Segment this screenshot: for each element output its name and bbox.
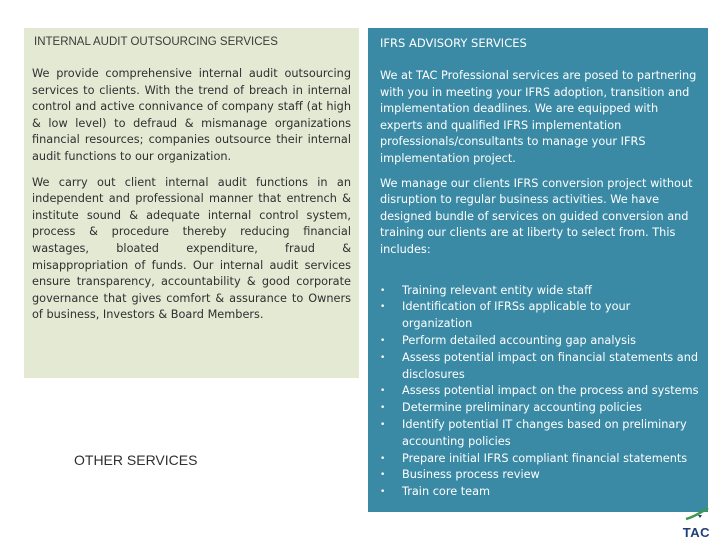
list-item: • Perform detailed accounting gap analysis [378,333,700,350]
ifrs-services-list [378,283,700,501]
list-item: • Identification of IFRSs applicable to your organization [378,299,700,333]
other-services-heading: OTHER SERVICES [74,452,198,468]
internal-audit-paragraph-2: We carry out client internal audit functions in an independent and professional manner that entrench & institute sound & adequate internal control system, process & procedure thereby reducing financial wastages, bloated expenditure, fraud & misappropriation of funds. Our internal audit services ensure transparency, accountability & good corporate governance that gives comfort & assurance to Owners of business, Investors & Board Members. [32,175,351,322]
ifrs-paragraph-1: We at TAC Professional services are posed to partnering with you in meeting your IFRS adoption, transition and implementation deadlines. We are equipped with experts and qualified IFRS implementation professionals/consultants to manage your IFRS implementation project. [380,69,697,165]
list-item: • Determine preliminary accounting policies [378,400,700,417]
tac-logo-text: TAC [682,525,710,540]
tac-logo-icon [684,506,710,522]
list-item: • Identify potential IT changes based on preliminary accounting policies [378,417,700,451]
internal-audit-panel [24,28,359,378]
list-item: • Business process review [378,467,700,484]
list-item: • Assess potential impact on the process and systems [378,383,700,400]
list-item: • Train core team [378,484,700,501]
ifrs-advisory-title: IFRS ADVISORY SERVICES [380,36,527,50]
internal-audit-paragraph-1: We provide comprehensive internal audit outsourcing services to clients. With the trend of breach in internal control and active connivance of company staff (at high & low level) to defraud & mismanage organizations financial resources; companies outsource their internal audit functions to our organization. [32,67,351,163]
ifrs-advisory-panel [368,28,708,512]
ifrs-paragraph-2: We manage our clients IFRS conversion project without disruption to regular business activities. We have designed bundle of services on guided conversion and training our clients are at liberty to select from. This includes: [380,176,693,256]
list-item: • Prepare initial IFRS compliant financial statements [378,451,700,468]
list-item: • Training relevant entity wide staff [378,283,700,300]
tac-logo [666,506,716,540]
internal-audit-title: INTERNAL AUDIT OUTSOURCING SERVICES [34,36,278,48]
list-item: • Assess potential impact on financial statements and disclosures [378,350,700,384]
